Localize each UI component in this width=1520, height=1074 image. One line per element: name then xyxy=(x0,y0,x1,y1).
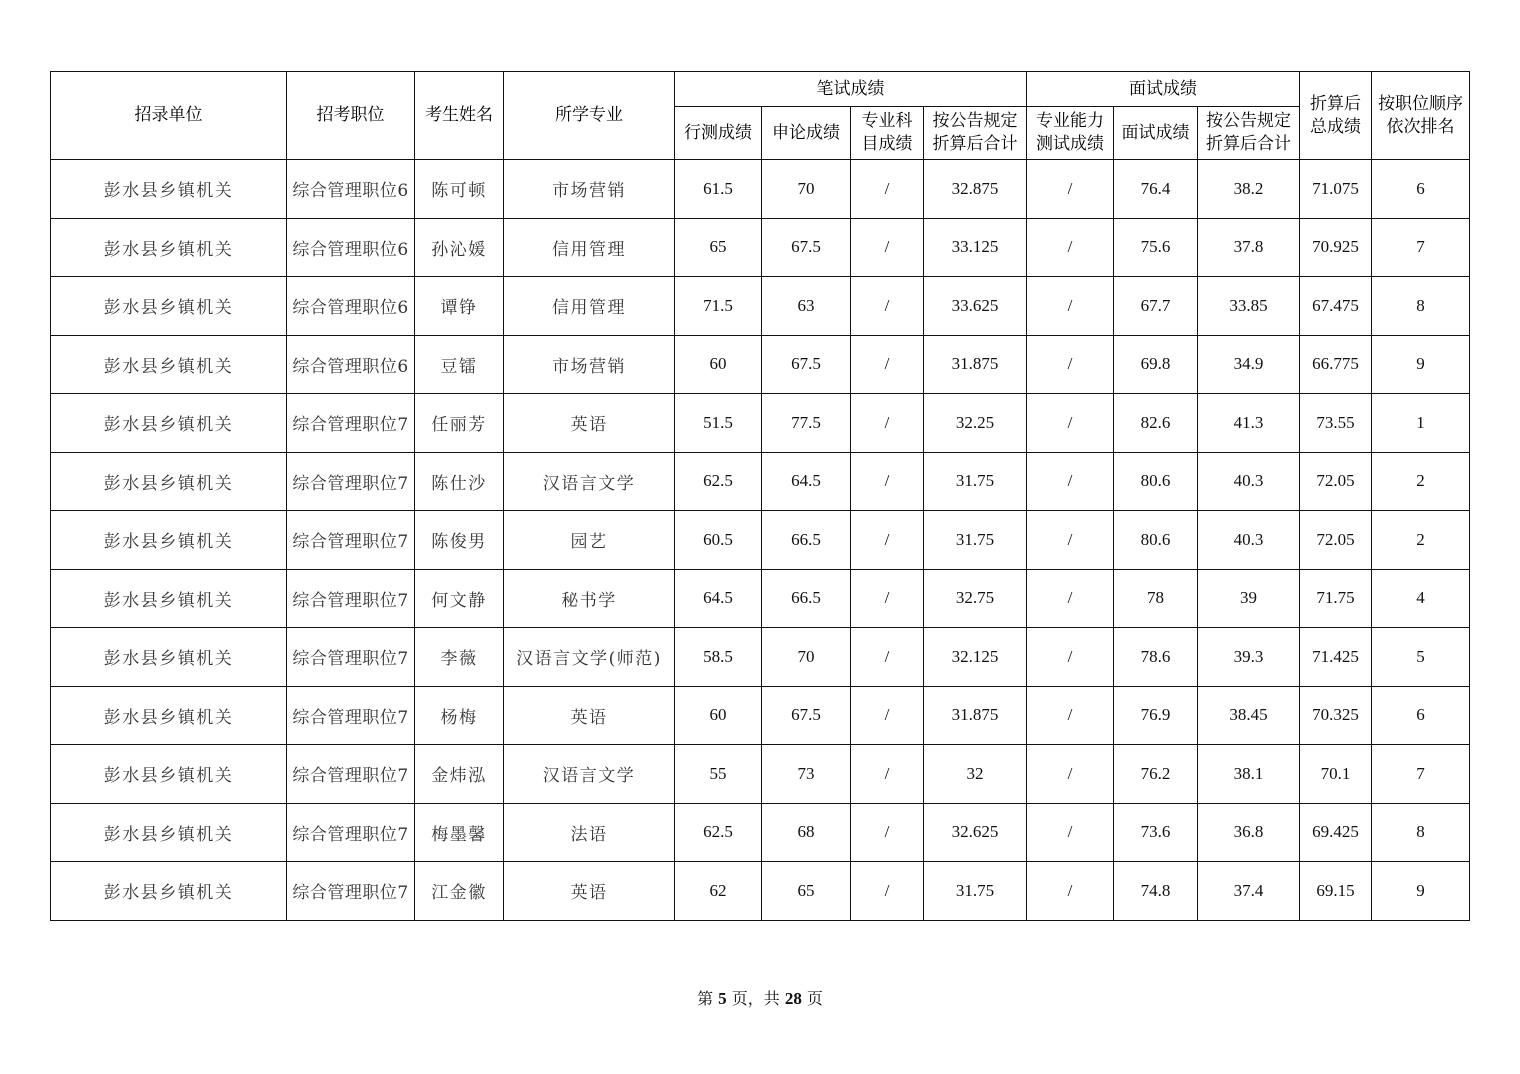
cell-rank: 8 xyxy=(1372,803,1470,862)
cell-interview-converted: 41.3 xyxy=(1198,394,1300,453)
header-written-group: 笔试成绩 xyxy=(675,72,1027,107)
cell-name: 任丽芳 xyxy=(415,394,504,453)
cell-professional: / xyxy=(851,335,924,394)
cell-ability: / xyxy=(1027,862,1114,921)
cell-position: 综合管理职位7 xyxy=(287,569,415,628)
cell-shenlun: 70 xyxy=(762,628,851,687)
cell-rank: 2 xyxy=(1372,511,1470,570)
cell-position: 综合管理职位6 xyxy=(287,160,415,219)
cell-total: 70.325 xyxy=(1300,686,1372,745)
cell-interview-converted: 38.2 xyxy=(1198,160,1300,219)
cell-ability: / xyxy=(1027,160,1114,219)
cell-name: 陈可顿 xyxy=(415,160,504,219)
cell-xingce: 62.5 xyxy=(675,803,762,862)
cell-total: 71.425 xyxy=(1300,628,1372,687)
cell-name: 杨梅 xyxy=(415,686,504,745)
cell-shenlun: 68 xyxy=(762,803,851,862)
cell-interview-converted: 37.8 xyxy=(1198,218,1300,277)
header-rank: 按职位顺序依次排名 xyxy=(1372,72,1470,160)
header-unit: 招录单位 xyxy=(51,72,287,160)
cell-professional: / xyxy=(851,452,924,511)
cell-total: 72.05 xyxy=(1300,511,1372,570)
header-written-professional: 专业科目成绩 xyxy=(851,107,924,160)
cell-professional: / xyxy=(851,745,924,804)
cell-interview: 73.6 xyxy=(1114,803,1198,862)
cell-interview-converted: 40.3 xyxy=(1198,511,1300,570)
cell-xingce: 60 xyxy=(675,335,762,394)
cell-name: 陈仕沙 xyxy=(415,452,504,511)
cell-unit: 彭水县乡镇机关 xyxy=(51,394,287,453)
cell-ability: / xyxy=(1027,686,1114,745)
cell-name: 孙沁媛 xyxy=(415,218,504,277)
cell-shenlun: 66.5 xyxy=(762,511,851,570)
cell-shenlun: 66.5 xyxy=(762,569,851,628)
cell-position: 综合管理职位6 xyxy=(287,218,415,277)
cell-total: 70.1 xyxy=(1300,745,1372,804)
cell-unit: 彭水县乡镇机关 xyxy=(51,218,287,277)
cell-interview-converted: 36.8 xyxy=(1198,803,1300,862)
cell-unit: 彭水县乡镇机关 xyxy=(51,160,287,219)
cell-professional: / xyxy=(851,218,924,277)
cell-shenlun: 67.5 xyxy=(762,686,851,745)
cell-position: 综合管理职位6 xyxy=(287,277,415,336)
header-interview-group: 面试成绩 xyxy=(1027,72,1300,107)
cell-xingce: 61.5 xyxy=(675,160,762,219)
cell-unit: 彭水县乡镇机关 xyxy=(51,628,287,687)
score-table xyxy=(50,71,1470,921)
table-row xyxy=(51,394,1470,453)
table-row xyxy=(51,686,1470,745)
cell-shenlun: 64.5 xyxy=(762,452,851,511)
cell-xingce: 71.5 xyxy=(675,277,762,336)
cell-ability: / xyxy=(1027,628,1114,687)
cell-interview: 75.6 xyxy=(1114,218,1198,277)
cell-ability: / xyxy=(1027,745,1114,804)
cell-unit: 彭水县乡镇机关 xyxy=(51,511,287,570)
header-total-converted: 折算后总成绩 xyxy=(1300,72,1372,160)
table-body xyxy=(51,160,1470,921)
cell-rank: 9 xyxy=(1372,335,1470,394)
cell-shenlun: 67.5 xyxy=(762,218,851,277)
cell-interview-converted: 39 xyxy=(1198,569,1300,628)
cell-position: 综合管理职位7 xyxy=(287,452,415,511)
cell-total: 69.425 xyxy=(1300,803,1372,862)
cell-name: 陈俊男 xyxy=(415,511,504,570)
cell-shenlun: 67.5 xyxy=(762,335,851,394)
table-row xyxy=(51,335,1470,394)
cell-unit: 彭水县乡镇机关 xyxy=(51,803,287,862)
cell-major: 汉语言文学 xyxy=(504,452,675,511)
cell-xingce: 51.5 xyxy=(675,394,762,453)
cell-rank: 6 xyxy=(1372,160,1470,219)
cell-major: 汉语言文学 xyxy=(504,745,675,804)
cell-interview: 76.9 xyxy=(1114,686,1198,745)
cell-unit: 彭水县乡镇机关 xyxy=(51,452,287,511)
cell-professional: / xyxy=(851,569,924,628)
cell-interview-converted: 34.9 xyxy=(1198,335,1300,394)
cell-major: 信用管理 xyxy=(504,218,675,277)
cell-name: 江金徽 xyxy=(415,862,504,921)
cell-professional: / xyxy=(851,686,924,745)
cell-written-converted: 33.125 xyxy=(924,218,1027,277)
cell-rank: 1 xyxy=(1372,394,1470,453)
cell-shenlun: 63 xyxy=(762,277,851,336)
cell-interview: 67.7 xyxy=(1114,277,1198,336)
cell-total: 67.475 xyxy=(1300,277,1372,336)
cell-xingce: 62.5 xyxy=(675,452,762,511)
cell-rank: 2 xyxy=(1372,452,1470,511)
cell-position: 综合管理职位7 xyxy=(287,745,415,804)
cell-shenlun: 77.5 xyxy=(762,394,851,453)
cell-written-converted: 31.75 xyxy=(924,862,1027,921)
cell-total: 71.075 xyxy=(1300,160,1372,219)
cell-interview: 76.4 xyxy=(1114,160,1198,219)
cell-ability: / xyxy=(1027,394,1114,453)
cell-xingce: 62 xyxy=(675,862,762,921)
cell-position: 综合管理职位7 xyxy=(287,686,415,745)
cell-unit: 彭水县乡镇机关 xyxy=(51,277,287,336)
cell-unit: 彭水县乡镇机关 xyxy=(51,745,287,804)
cell-shenlun: 73 xyxy=(762,745,851,804)
cell-written-converted: 32.25 xyxy=(924,394,1027,453)
cell-rank: 4 xyxy=(1372,569,1470,628)
cell-total: 69.15 xyxy=(1300,862,1372,921)
cell-major: 市场营销 xyxy=(504,335,675,394)
cell-total: 70.925 xyxy=(1300,218,1372,277)
cell-major: 英语 xyxy=(504,862,675,921)
table-row xyxy=(51,628,1470,687)
header-interview-converted: 按公告规定折算后合计 xyxy=(1198,107,1300,160)
cell-professional: / xyxy=(851,803,924,862)
cell-position: 综合管理职位7 xyxy=(287,511,415,570)
cell-unit: 彭水县乡镇机关 xyxy=(51,335,287,394)
table-row xyxy=(51,277,1470,336)
cell-position: 综合管理职位7 xyxy=(287,862,415,921)
cell-xingce: 65 xyxy=(675,218,762,277)
cell-total: 72.05 xyxy=(1300,452,1372,511)
cell-major: 英语 xyxy=(504,686,675,745)
header-position: 招考职位 xyxy=(287,72,415,160)
cell-interview-converted: 40.3 xyxy=(1198,452,1300,511)
cell-professional: / xyxy=(851,862,924,921)
cell-professional: / xyxy=(851,511,924,570)
cell-total: 73.55 xyxy=(1300,394,1372,453)
cell-rank: 7 xyxy=(1372,218,1470,277)
cell-total: 71.75 xyxy=(1300,569,1372,628)
header-interview-ability: 专业能力测试成绩 xyxy=(1027,107,1114,160)
cell-position: 综合管理职位7 xyxy=(287,394,415,453)
cell-written-converted: 32 xyxy=(924,745,1027,804)
cell-interview-converted: 38.45 xyxy=(1198,686,1300,745)
header-written-shenlun: 申论成绩 xyxy=(762,107,851,160)
cell-major: 法语 xyxy=(504,803,675,862)
header-written-converted: 按公告规定折算后合计 xyxy=(924,107,1027,160)
cell-major: 秘书学 xyxy=(504,569,675,628)
cell-ability: / xyxy=(1027,803,1114,862)
cell-interview-converted: 39.3 xyxy=(1198,628,1300,687)
cell-written-converted: 32.625 xyxy=(924,803,1027,862)
cell-interview: 74.8 xyxy=(1114,862,1198,921)
cell-professional: / xyxy=(851,628,924,687)
header-interview-score: 面试成绩 xyxy=(1114,107,1198,160)
cell-position: 综合管理职位7 xyxy=(287,803,415,862)
cell-interview: 82.6 xyxy=(1114,394,1198,453)
cell-rank: 8 xyxy=(1372,277,1470,336)
cell-interview: 78.6 xyxy=(1114,628,1198,687)
cell-written-converted: 32.75 xyxy=(924,569,1027,628)
cell-ability: / xyxy=(1027,335,1114,394)
table-row xyxy=(51,452,1470,511)
table-row xyxy=(51,218,1470,277)
cell-xingce: 55 xyxy=(675,745,762,804)
table-row xyxy=(51,569,1470,628)
header-name: 考生姓名 xyxy=(415,72,504,160)
cell-written-converted: 32.875 xyxy=(924,160,1027,219)
cell-position: 综合管理职位7 xyxy=(287,628,415,687)
cell-interview-converted: 37.4 xyxy=(1198,862,1300,921)
cell-ability: / xyxy=(1027,452,1114,511)
table-header xyxy=(51,72,1470,160)
cell-interview-converted: 38.1 xyxy=(1198,745,1300,804)
cell-rank: 6 xyxy=(1372,686,1470,745)
cell-professional: / xyxy=(851,277,924,336)
table-row xyxy=(51,160,1470,219)
page-footer xyxy=(0,986,1520,1009)
footer-prefix: 第 xyxy=(697,989,719,1008)
cell-total: 66.775 xyxy=(1300,335,1372,394)
cell-shenlun: 65 xyxy=(762,862,851,921)
cell-written-converted: 31.75 xyxy=(924,511,1027,570)
cell-name: 金炜泓 xyxy=(415,745,504,804)
cell-written-converted: 31.75 xyxy=(924,452,1027,511)
cell-ability: / xyxy=(1027,218,1114,277)
table-row xyxy=(51,745,1470,804)
cell-name: 何文静 xyxy=(415,569,504,628)
cell-interview: 80.6 xyxy=(1114,511,1198,570)
cell-written-converted: 33.625 xyxy=(924,277,1027,336)
header-written-xingce: 行测成绩 xyxy=(675,107,762,160)
cell-interview: 76.2 xyxy=(1114,745,1198,804)
cell-ability: / xyxy=(1027,277,1114,336)
cell-name: 豆镭 xyxy=(415,335,504,394)
cell-rank: 9 xyxy=(1372,862,1470,921)
cell-major: 市场营销 xyxy=(504,160,675,219)
cell-shenlun: 70 xyxy=(762,160,851,219)
cell-ability: / xyxy=(1027,511,1114,570)
footer-middle: 页，共 xyxy=(726,989,785,1008)
cell-major: 园艺 xyxy=(504,511,675,570)
cell-interview: 78 xyxy=(1114,569,1198,628)
cell-position: 综合管理职位6 xyxy=(287,335,415,394)
cell-name: 梅墨馨 xyxy=(415,803,504,862)
table-row xyxy=(51,862,1470,921)
footer-page-total: 28 xyxy=(784,989,802,1008)
cell-ability: / xyxy=(1027,569,1114,628)
cell-written-converted: 31.875 xyxy=(924,686,1027,745)
footer-page-number: 5 xyxy=(718,989,727,1008)
cell-unit: 彭水县乡镇机关 xyxy=(51,686,287,745)
table-row xyxy=(51,803,1470,862)
cell-rank: 7 xyxy=(1372,745,1470,804)
cell-major: 英语 xyxy=(504,394,675,453)
cell-interview-converted: 33.85 xyxy=(1198,277,1300,336)
cell-xingce: 60 xyxy=(675,686,762,745)
cell-major: 汉语言文学(师范) xyxy=(504,628,675,687)
cell-unit: 彭水县乡镇机关 xyxy=(51,569,287,628)
cell-name: 谭铮 xyxy=(415,277,504,336)
cell-professional: / xyxy=(851,394,924,453)
cell-xingce: 64.5 xyxy=(675,569,762,628)
cell-written-converted: 32.125 xyxy=(924,628,1027,687)
cell-professional: / xyxy=(851,160,924,219)
footer-suffix: 页 xyxy=(801,989,823,1008)
table-row xyxy=(51,511,1470,570)
cell-interview: 69.8 xyxy=(1114,335,1198,394)
cell-xingce: 60.5 xyxy=(675,511,762,570)
cell-written-converted: 31.875 xyxy=(924,335,1027,394)
cell-name: 李薇 xyxy=(415,628,504,687)
cell-major: 信用管理 xyxy=(504,277,675,336)
cell-xingce: 58.5 xyxy=(675,628,762,687)
header-major: 所学专业 xyxy=(504,72,675,160)
cell-interview: 80.6 xyxy=(1114,452,1198,511)
cell-unit: 彭水县乡镇机关 xyxy=(51,862,287,921)
cell-rank: 5 xyxy=(1372,628,1470,687)
